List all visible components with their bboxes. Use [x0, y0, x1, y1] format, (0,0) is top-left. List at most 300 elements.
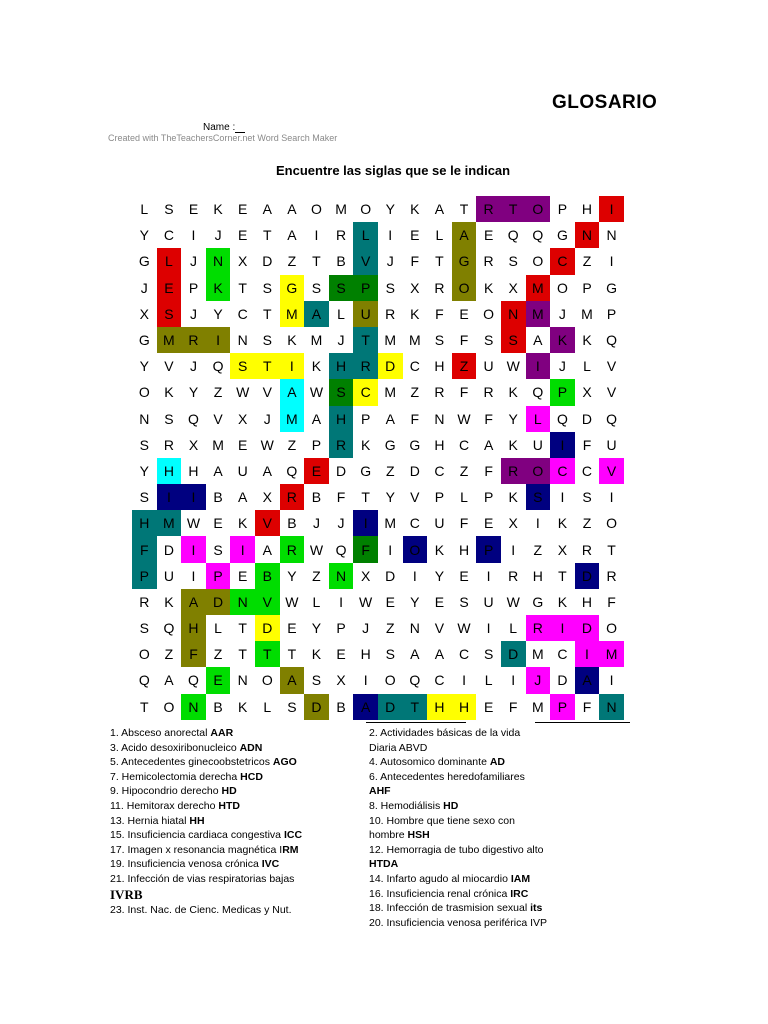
grid-cell: A: [434, 646, 445, 663]
grid-cell: H: [434, 436, 445, 453]
grid-cell: L: [435, 227, 444, 244]
grid-cell: K: [483, 279, 494, 296]
grid-cell: T: [312, 253, 321, 270]
grid-cell: M: [531, 646, 544, 663]
grid-cell: F: [459, 332, 469, 349]
glossary-term: 13. Hernia hiatal: [110, 814, 190, 827]
grid-cell: C: [557, 646, 568, 663]
grid-cell: J: [362, 620, 370, 637]
grid-cell: T: [459, 201, 469, 218]
grid-cell: S: [483, 332, 494, 349]
grid-cell: T: [255, 353, 280, 379]
grid-cell: U: [483, 593, 494, 610]
grid-cell: N: [230, 589, 255, 615]
grid-cell: U: [353, 301, 378, 327]
grid-cell: H: [132, 510, 157, 536]
grid-cell: K: [557, 593, 568, 610]
grid-cell: V: [353, 248, 378, 274]
grid-cell: V: [599, 458, 624, 484]
grid-cell: K: [508, 489, 518, 506]
grid-cell: V: [164, 358, 174, 375]
grid-cell: W: [359, 593, 373, 610]
grid-cell: C: [434, 672, 445, 689]
grid-cell: T: [255, 641, 280, 667]
glossary-term: 21. Infección de vias respiratorias bajas: [110, 872, 295, 885]
grid-cell: N: [181, 694, 206, 720]
grid-cell: I: [191, 567, 196, 584]
grid-cell: L: [526, 406, 551, 432]
grid-cell: N: [329, 563, 354, 589]
grid-cell: W: [236, 384, 250, 401]
grid-cell: K: [410, 305, 420, 322]
grid-cell: G: [384, 436, 396, 453]
grid-cell: R: [476, 196, 501, 222]
grid-cell: D: [378, 694, 403, 720]
grid-cell: K: [206, 275, 231, 301]
grid-cell: Y: [385, 201, 395, 218]
grid-cell: X: [557, 541, 568, 558]
grid-cell: K: [164, 384, 174, 401]
grid-cell: D: [385, 567, 396, 584]
grid-cell: A: [575, 667, 600, 693]
grid-cell: L: [484, 672, 493, 689]
grid-cell: D: [255, 615, 280, 641]
grid-cell: H: [452, 694, 477, 720]
grid-cell: Y: [139, 358, 149, 375]
grid-cell: K: [508, 436, 518, 453]
grid-cell: F: [484, 462, 493, 479]
grid-cell: E: [410, 227, 420, 244]
grid-cell: B: [311, 489, 322, 506]
glossary-acronym: IAM: [510, 872, 531, 885]
glossary-entry: [110, 828, 360, 843]
grid-cell: E: [459, 305, 469, 322]
grid-cell: H: [188, 462, 199, 479]
glossary-acronym: RM: [282, 843, 299, 856]
grid-cell: I: [486, 620, 491, 637]
grid-cell: O: [403, 536, 428, 562]
grid-cell: Q: [335, 541, 347, 558]
glossary-entry: [369, 887, 589, 902]
grid-cell: A: [533, 332, 543, 349]
grid-cell: A: [238, 489, 248, 506]
grid-cell: R: [526, 615, 551, 641]
grid-cell: Y: [213, 305, 223, 322]
grid-cell: I: [314, 227, 319, 244]
grid-cell: I: [575, 641, 600, 667]
grid-cell: Y: [434, 567, 445, 584]
grid-cell: I: [339, 593, 343, 610]
grid-cell: P: [206, 563, 231, 589]
grid-cell: Q: [163, 620, 175, 637]
grid-cell: L: [214, 620, 222, 637]
grid-cell: P: [550, 694, 575, 720]
grid-cell: M: [526, 301, 551, 327]
grid-cell: N: [139, 410, 150, 427]
grid-cell: K: [213, 201, 223, 218]
grid-cell: O: [311, 201, 322, 218]
grid-cell: A: [483, 436, 494, 453]
grid-cell: S: [139, 489, 149, 506]
grid-cell: J: [189, 305, 197, 322]
grid-cell: J: [140, 279, 148, 296]
grid-cell: I: [560, 489, 565, 506]
grid-cell: C: [409, 515, 420, 532]
grid-cell: F: [582, 436, 592, 453]
glossary-entry: [369, 799, 589, 814]
grid-cell: R: [434, 279, 445, 296]
grid-cell: Y: [410, 593, 420, 610]
grid-cell: C: [550, 248, 575, 274]
glossary-term: 3. Acido desoxiribonucleico: [110, 741, 240, 754]
grid-cell: S: [311, 672, 322, 689]
grid-cell: P: [311, 436, 322, 453]
grid-cell: A: [385, 410, 395, 427]
grid-cell: I: [388, 227, 393, 244]
glossary-entry: [369, 843, 589, 858]
grid-cell: E: [238, 567, 248, 584]
grid-cell: I: [280, 353, 305, 379]
grid-cell: L: [509, 620, 518, 637]
grid-cell: B: [336, 253, 346, 270]
grid-cell: I: [486, 567, 491, 584]
grid-cell: Q: [556, 410, 568, 427]
grid-cell: C: [550, 458, 575, 484]
grid-cell: K: [434, 541, 445, 558]
grid-cell: T: [501, 196, 526, 222]
glossary-entry: [110, 755, 360, 770]
grid-cell: S: [164, 410, 174, 427]
grid-cell: N: [434, 410, 445, 427]
grid-cell: D: [501, 641, 526, 667]
grid-cell: G: [280, 275, 305, 301]
grid-cell: S: [164, 201, 174, 218]
glossary-acronym: ICC: [283, 829, 303, 842]
grid-cell: I: [526, 353, 551, 379]
grid-cell: O: [606, 515, 618, 532]
glossary-term: 14. Infarto agudo al miocardio: [369, 872, 511, 885]
credit-line: Created with TheTeachersCorner.net Word Search Maker: [108, 133, 338, 143]
grid-cell: C: [409, 358, 420, 375]
grid-cell: Y: [287, 567, 297, 584]
grid-cell: N: [237, 332, 248, 349]
grid-cell: H: [360, 646, 371, 663]
grid-cell: E: [157, 275, 182, 301]
grid-cell: C: [458, 646, 470, 663]
glossary-entry: [369, 741, 589, 756]
grid-cell: F: [508, 698, 518, 715]
grid-cell: I: [206, 327, 231, 353]
grid-cell: R: [335, 227, 347, 244]
grid-cell: W: [309, 541, 324, 558]
grid-cell: W: [309, 384, 324, 401]
grid-cell: F: [459, 384, 469, 401]
grid-cell: S: [139, 436, 149, 453]
grid-cell: B: [336, 698, 346, 715]
grid-cell: K: [238, 698, 248, 715]
grid-cell: Z: [410, 384, 420, 401]
grid-cell: X: [238, 410, 248, 427]
grid-cell: L: [460, 489, 468, 506]
grid-cell: Q: [212, 358, 224, 375]
page-title: GLOSARIO: [552, 92, 658, 113]
glossary-term: 20. Insuficiencia venosa periférica IVP: [369, 916, 548, 929]
glossary-column-left: [110, 726, 360, 918]
grid-cell: V: [255, 510, 280, 536]
grid-cell: T: [140, 698, 149, 715]
grid-cell: L: [157, 248, 182, 274]
glossary-term: 23. Inst. Nac. de Cienc. Medicas y Nut.: [110, 904, 292, 917]
grid-cell: L: [263, 698, 272, 715]
grid-cell: S: [311, 279, 322, 296]
grid-cell: F: [336, 489, 346, 506]
grid-cell: I: [550, 432, 575, 458]
grid-cell: P: [606, 305, 617, 322]
grid-cell: F: [459, 515, 469, 532]
grid-cell: P: [550, 379, 575, 405]
grid-cell: F: [607, 593, 616, 610]
glossary-term: 4. Autosomico dominante: [369, 756, 490, 769]
glossary-acronym: HSH: [407, 829, 430, 842]
grid-cell: I: [157, 484, 182, 510]
grid-cell: Z: [287, 253, 297, 270]
grid-cell: V: [606, 384, 617, 401]
grid-cell: L: [583, 358, 591, 375]
grid-cell: D: [163, 541, 174, 558]
glossary-acronym: AD: [489, 756, 505, 769]
grid-cell: I: [535, 515, 540, 532]
grid-cell: O: [452, 275, 477, 301]
grid-cell: Q: [532, 384, 544, 401]
grid-cell: M: [581, 305, 593, 322]
glossary-entry: [369, 784, 589, 799]
grid-cell: R: [329, 432, 354, 458]
grid-cell: A: [311, 410, 322, 427]
grid-cell: O: [606, 620, 618, 637]
grid-cell: T: [361, 489, 370, 506]
glossary-entry: [110, 903, 360, 918]
grid-cell: H: [181, 615, 206, 641]
glossary-entry: [369, 901, 589, 916]
grid-cell: Q: [606, 332, 618, 349]
glossary-entry: [110, 726, 360, 741]
grid-cell: X: [336, 672, 346, 689]
grid-cell: X: [238, 253, 248, 270]
grid-cell: O: [532, 253, 544, 270]
grid-cell: R: [581, 541, 593, 558]
grid-cell: Q: [507, 227, 519, 244]
grid-cell: K: [287, 332, 297, 349]
grid-cell: H: [458, 541, 470, 558]
grid-cell: Z: [385, 620, 395, 637]
grid-cell: P: [132, 563, 157, 589]
grid-cell: S: [501, 327, 526, 353]
grid-cell: T: [262, 227, 272, 244]
grid-cell: P: [336, 620, 346, 637]
grid-cell: D: [575, 615, 600, 641]
grid-cell: P: [353, 275, 378, 301]
grid-cell: M: [531, 698, 544, 715]
glossary-term: 11. Hemitorax derecho: [110, 799, 219, 812]
glossary-term: 18. Infección de trasmision sexual: [369, 902, 531, 915]
grid-cell: X: [360, 567, 371, 584]
grid-cell: I: [550, 615, 575, 641]
grid-cell: H: [434, 358, 445, 375]
grid-cell: I: [412, 567, 417, 584]
glossary-term: 7. Hemicolectomia derecha: [110, 770, 241, 783]
grid-cell: F: [132, 536, 157, 562]
glossary-term: 1. Absceso anorectal: [110, 727, 211, 739]
grid-cell: R: [483, 384, 494, 401]
grid-cell: Q: [188, 672, 199, 689]
grid-cell: J: [312, 515, 320, 532]
grid-cell: O: [556, 279, 568, 296]
grid-cell: K: [508, 384, 518, 401]
grid-cell: E: [434, 593, 445, 610]
grid-cell: L: [353, 222, 378, 248]
grid-cell: V: [434, 620, 445, 637]
grid-cell: S: [262, 279, 272, 296]
grid-cell: R: [508, 567, 519, 584]
grid-cell: X: [188, 436, 199, 453]
grid-cell: H: [581, 201, 593, 218]
grid-cell: O: [261, 672, 273, 689]
grid-cell: S: [526, 484, 551, 510]
word-search-grid: [132, 196, 624, 720]
grid-cell: G: [360, 462, 372, 479]
grid-cell: W: [260, 436, 274, 453]
grid-cell: A: [287, 227, 297, 244]
grid-cell: M: [384, 515, 397, 532]
grid-cell: O: [483, 305, 495, 322]
grid-cell: W: [506, 358, 520, 375]
grid-cell: M: [280, 301, 305, 327]
grid-cell: Q: [409, 672, 421, 689]
grid-cell: F: [353, 536, 378, 562]
grid-cell: J: [214, 227, 222, 244]
grid-cell: E: [483, 227, 494, 244]
grid-cell: Q: [188, 410, 199, 427]
grid-cell: P: [360, 410, 371, 427]
grid-cell: Z: [582, 515, 592, 532]
grid-cell: T: [435, 253, 444, 270]
glossary-term: 19. Insuficiencia venosa crónica: [110, 858, 262, 871]
grid-cell: R: [385, 305, 396, 322]
grid-cell: S: [139, 620, 149, 637]
grid-cell: U: [606, 436, 617, 453]
grid-cell: R: [606, 567, 617, 584]
glossary-acronym: HD: [221, 785, 237, 798]
grid-cell: G: [556, 227, 568, 244]
grid-cell: D: [409, 462, 420, 479]
grid-cell: T: [238, 620, 247, 637]
grid-cell: S: [262, 332, 272, 349]
grid-cell: F: [484, 410, 493, 427]
grid-cell: E: [238, 436, 248, 453]
grid-cell: P: [582, 279, 592, 296]
grid-cell: H: [329, 406, 354, 432]
grid-cell: A: [304, 301, 329, 327]
glossary-term: 8. Hemodiálisis: [369, 799, 444, 812]
grid-cell: O: [360, 201, 372, 218]
grid-cell: R: [139, 593, 150, 610]
glossary-acronym: AAR: [210, 727, 234, 739]
glossary-term: 6. Antecedentes heredofamiliares: [369, 770, 525, 783]
grid-cell: K: [557, 515, 568, 532]
grid-cell: I: [181, 484, 206, 510]
glossary-entry: [110, 857, 360, 872]
grid-cell: I: [181, 536, 206, 562]
grid-cell: O: [138, 646, 150, 663]
grid-cell: C: [237, 305, 248, 322]
grid-cell: H: [581, 593, 593, 610]
grid-cell: E: [206, 667, 231, 693]
glossary-entry: [369, 916, 589, 931]
glossary-entry: [369, 814, 589, 829]
grid-cell: O: [526, 196, 551, 222]
grid-cell: I: [230, 536, 255, 562]
grid-cell: Y: [139, 227, 149, 244]
grid-cell: H: [157, 458, 182, 484]
glossary-term: 10. Hombre que tiene sexo con: [369, 814, 515, 827]
grid-cell: N: [606, 227, 617, 244]
grid-cell: J: [337, 515, 345, 532]
grid-cell: Z: [213, 646, 223, 663]
grid-cell: Z: [164, 646, 174, 663]
glossary-term: hombre: [369, 829, 408, 842]
puzzle-instructions: Encuentre las siglas que se le indican: [276, 163, 511, 178]
grid-cell: W: [186, 515, 201, 532]
grid-cell: A: [262, 541, 272, 558]
glossary-entry: [369, 857, 589, 872]
grid-cell: A: [213, 462, 223, 479]
glossary-acronym: IVRB: [110, 886, 143, 902]
glossary-term: 17. Imagen x resonancia magnética I: [110, 843, 283, 856]
grid-cell: H: [427, 694, 452, 720]
grid-cell: G: [532, 593, 544, 610]
grid-cell: S: [230, 353, 255, 379]
grid-cell: C: [163, 227, 174, 244]
grid-cell: T: [403, 694, 428, 720]
grid-cell: O: [163, 698, 175, 715]
grid-cell: E: [213, 515, 223, 532]
grid-cell: J: [386, 253, 394, 270]
grid-cell: P: [434, 489, 445, 506]
glossary-term: 12. Hemorragia de tubo digestivo alto: [369, 843, 544, 856]
grid-cell: W: [457, 410, 471, 427]
glossary-entry: [110, 741, 360, 756]
glossary-acronym: its: [530, 902, 543, 915]
grid-cell: R: [163, 436, 174, 453]
grid-cell: I: [609, 672, 614, 689]
grid-cell: D: [557, 672, 568, 689]
grid-cell: R: [434, 384, 445, 401]
glossary-term: 16. Insuficiencia renal crónica: [369, 887, 511, 900]
grid-cell: M: [212, 436, 224, 453]
grid-cell: K: [311, 646, 322, 663]
grid-cell: K: [410, 201, 420, 218]
grid-cell: P: [557, 201, 568, 218]
grid-cell: R: [181, 327, 206, 353]
grid-cell: Z: [312, 567, 321, 584]
grid-cell: S: [434, 332, 445, 349]
grid-cell: M: [384, 332, 397, 349]
glossary-entry: [369, 828, 589, 843]
glossary-entry: [110, 799, 360, 814]
grid-cell: P: [476, 536, 501, 562]
grid-cell: R: [280, 536, 305, 562]
grid-cell: E: [188, 201, 199, 218]
